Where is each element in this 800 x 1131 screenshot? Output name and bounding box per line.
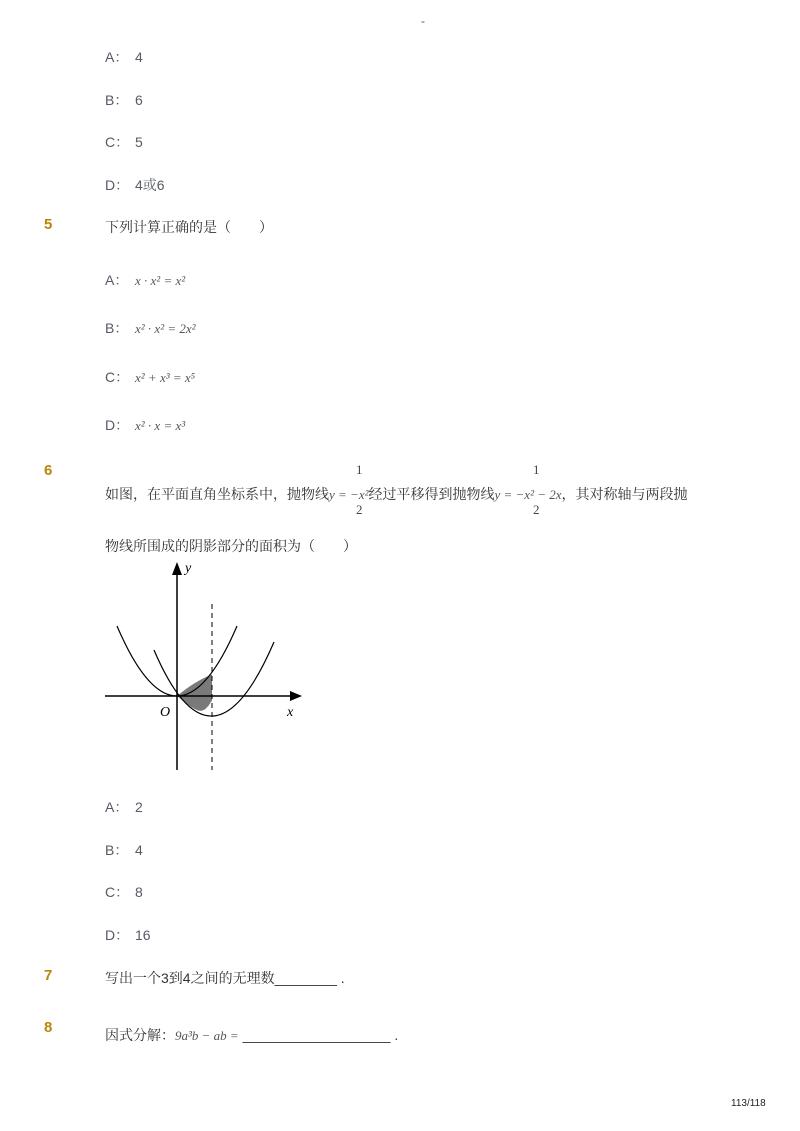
option-expression: x² · x = x³ bbox=[135, 418, 186, 433]
shaded-region bbox=[177, 675, 212, 711]
frac2-denominator: 2 bbox=[533, 502, 540, 517]
page-number: 113/118 bbox=[731, 1098, 766, 1109]
q8-formula: 9a³b − ab = bbox=[175, 1028, 239, 1043]
option-label: D： bbox=[105, 417, 130, 433]
option-label: D： bbox=[105, 927, 130, 943]
frac1-numerator: 1 bbox=[356, 462, 363, 477]
option-label: C： bbox=[105, 134, 130, 150]
header-mark: - bbox=[421, 14, 425, 28]
q6-number: 6 bbox=[44, 462, 53, 479]
q5-option-d[interactable] bbox=[105, 415, 185, 435]
q5-number: 5 bbox=[44, 216, 53, 233]
y-axis-arrow-icon bbox=[172, 562, 182, 575]
option-value: 4 bbox=[135, 49, 143, 65]
parabola-shifted bbox=[154, 642, 274, 716]
option-value: 6 bbox=[135, 92, 143, 108]
option-value: 5 bbox=[135, 134, 143, 150]
frac2-numerator: 1 bbox=[533, 462, 540, 477]
q6-option-a[interactable] bbox=[105, 797, 143, 817]
option-label: B： bbox=[105, 842, 129, 858]
q6-formula2: y = −x² − 2x bbox=[494, 487, 562, 502]
x-axis-label: x bbox=[287, 705, 294, 720]
q4-option-c[interactable] bbox=[105, 132, 143, 152]
option-label: C： bbox=[105, 369, 130, 385]
option-label: B： bbox=[105, 320, 129, 336]
origin-label: O bbox=[160, 705, 171, 720]
q6-text-line2: 物线所围成的阴影部分的面积为（ ） bbox=[105, 538, 357, 554]
option-label: A： bbox=[105, 49, 129, 65]
q6-formula1: y = −x² bbox=[329, 487, 369, 502]
y-axis-label: y bbox=[185, 561, 192, 576]
option-value: 4 bbox=[135, 842, 143, 858]
q5-option-a[interactable] bbox=[105, 270, 185, 290]
option-value: 2 bbox=[135, 799, 143, 815]
q6-text-line1 bbox=[105, 484, 688, 504]
q6-option-b[interactable] bbox=[105, 840, 143, 860]
x-axis-arrow-icon bbox=[290, 691, 302, 701]
q6-option-c[interactable] bbox=[105, 882, 143, 902]
q6-option-d[interactable] bbox=[105, 925, 151, 945]
option-label: B： bbox=[105, 92, 129, 108]
q8-text: 因式分解： bbox=[105, 1027, 175, 1043]
q4-option-b[interactable] bbox=[105, 90, 143, 110]
frac1-denominator: 2 bbox=[356, 502, 363, 517]
q4-option-a[interactable] bbox=[105, 47, 143, 67]
q5-text: 下列计算正确的是（ ） bbox=[105, 219, 273, 235]
q7-number: 7 bbox=[44, 967, 53, 984]
option-expression: x² + x³ = x⁵ bbox=[135, 370, 196, 385]
q7-text[interactable]: 写出一个3到4之间的无理数________ . bbox=[105, 970, 345, 986]
q5-option-c[interactable] bbox=[105, 367, 195, 387]
option-value: 8 bbox=[135, 884, 143, 900]
q5-option-b[interactable] bbox=[105, 318, 196, 338]
q8-line bbox=[105, 1025, 398, 1045]
q8-blank[interactable]: ___________________ . bbox=[242, 1027, 399, 1043]
option-label: D： bbox=[105, 177, 130, 193]
option-expression: x² · x² = 2x² bbox=[135, 321, 196, 336]
q8-number: 8 bbox=[44, 1019, 53, 1036]
option-value: 4或6 bbox=[135, 177, 165, 193]
option-label: A： bbox=[105, 799, 129, 815]
q4-option-d[interactable] bbox=[105, 175, 165, 195]
option-label: A： bbox=[105, 272, 129, 288]
parabola-graph bbox=[100, 558, 310, 774]
q6-text-part3: ，其对称轴与两段抛 bbox=[561, 486, 688, 502]
option-expression: x · x² = x² bbox=[135, 273, 186, 288]
option-label: C： bbox=[105, 884, 130, 900]
q6-text-part2: 经过平移得到抛物线 bbox=[368, 486, 495, 502]
q6-text-part1: 如图，在平面直角坐标系中，抛物线 bbox=[105, 486, 329, 502]
option-value: 16 bbox=[135, 927, 151, 943]
